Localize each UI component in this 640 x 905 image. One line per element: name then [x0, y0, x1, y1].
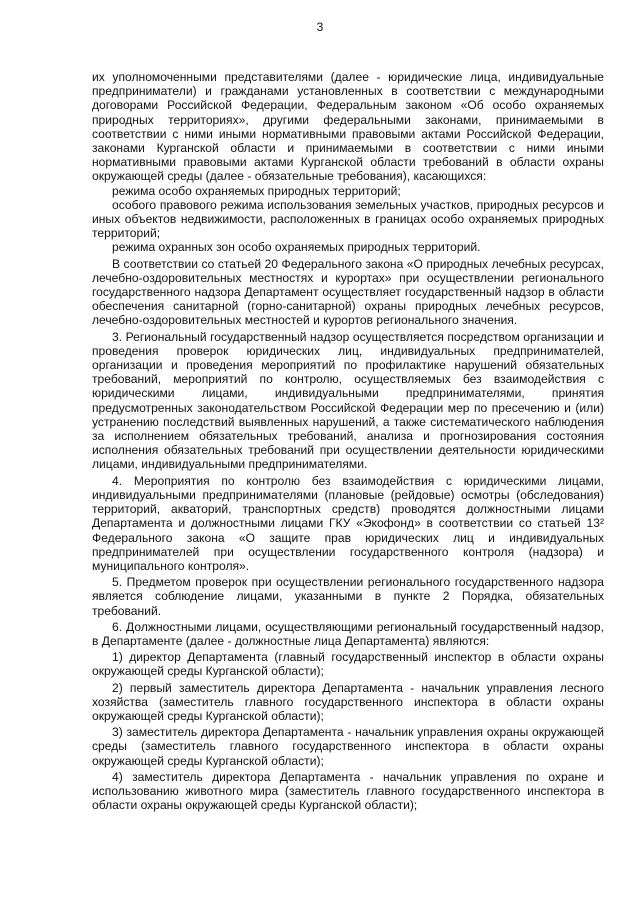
list-item-officer-4: 4) заместитель директора Департамента - начальник управления по охране и использованию животного мира (заместитель главного государственного инспектора в области охраны окружающей среды Курганской области); — [92, 769, 604, 813]
document-body — [92, 70, 604, 812]
paragraph-5: 5. Предметом проверок при осуществлении регионального государственного надзора является соблюдение лицами, указанными в пункте 2 Порядка, обязательных требований. — [92, 575, 604, 618]
list-item-officer-2: 2) первый заместитель директора Департамента - начальник управления лесного хозяйства (заместитель главного государственного инспектора в области охраны окружающей среды Курганской области); — [92, 680, 604, 723]
list-item-regime: режима особо охраняемых природных территорий; — [112, 183, 401, 198]
list-item-officer-3: 3) заместитель директора Департамента - начальник управления охраны окружающей среды (заместитель главного государственного инспектора в области охраны окружающей среды Курганской области); — [92, 725, 604, 768]
list-item-protected-zones: режима охранных зон особо охраняемых природных территорий. — [112, 240, 481, 255]
paragraph-3: 3. Региональный государственный надзор осуществляется посредством организации и проведения проверок юридических лиц, индивидуальных предпринимателей, организации и проведения мероприятий по профилактике нарушений обязательных требований, мероприятий по контролю, осуществляемых без взаимодействия с юридическими лицами, индивидуальными предпринимателями, принятия предусмотренных законодательством Российской Федерации мер по пресечению и (или) устранению последствий выявленных нарушений, а также систематического наблюдения за исполнением обязательных требований, анализа и прогнозирования состояния исполнения обязательных требований при осуществлении деятельности юридическими лицами, индивидуальными предпринимателями. — [92, 329, 604, 472]
list-item-land-regime: особого правового режима использования земельных участков, природных ресурсов и иных объектов недвижимости, расположенных в границах особо охраняемых природных территорий; — [92, 197, 604, 241]
paragraph-4: 4. Мероприятия по контролю без взаимодействия с юридическими лицами, индивидуальными предпринимателями (плановые (рейдовые) осмотры (обследования) территорий, акваторий, транспортных средств) проводятся должностными лицами Департамента и должностными лицами ГКУ «Экофонд» в соответствии со статьей 13² Федерального закона «О защите прав юридических лиц и индивидуальных предпринимателей при осуществлении государственного контроля (надзора) и муниципального контроля». — [92, 473, 604, 573]
list-item-officer-1: 1) директор Департамента (главный государственный инспектор в области охраны окружающей среды Курганской области); — [92, 650, 604, 679]
page-number: 3 — [316, 20, 324, 34]
paragraph-6: 6. Должностными лицами, осуществляющими региональный государственный надзор, в Департаменте (далее - должностные лица Департамента) являются: — [92, 619, 604, 648]
paragraph-article-20: В соответствии со статьей 20 Федерального закона «О природных лечебных ресурсах, лечебно-оздоровительных местностях и курортах» при осуществлении регионального государственного надзора Департамент осуществляет государственный надзор в области обеспечения санитарной (горно-санитарной) охраны природных лечебных ресурсов, лечебно-оздоровительных местностей и курортов регионального значения. — [92, 256, 604, 328]
paragraph-continuation: их уполномоченными представителями (далее - юридические лица, индивидуальные предприниматели) и гражданами установленных в соответствии с международными договорами Российской Федерации, Федеральным законом «Об особо охраняемых природных территориях», другими федеральными законами, принимаемыми в соответствии с ними иными нормативными правовыми актами Российской Федерации, законами Курганской области и принимаемыми в соответствии с ними иными нормативными правовыми актами Курганской области требований в области охраны окружающей среды (далее - обязательные требования), касающихся: — [92, 70, 604, 184]
